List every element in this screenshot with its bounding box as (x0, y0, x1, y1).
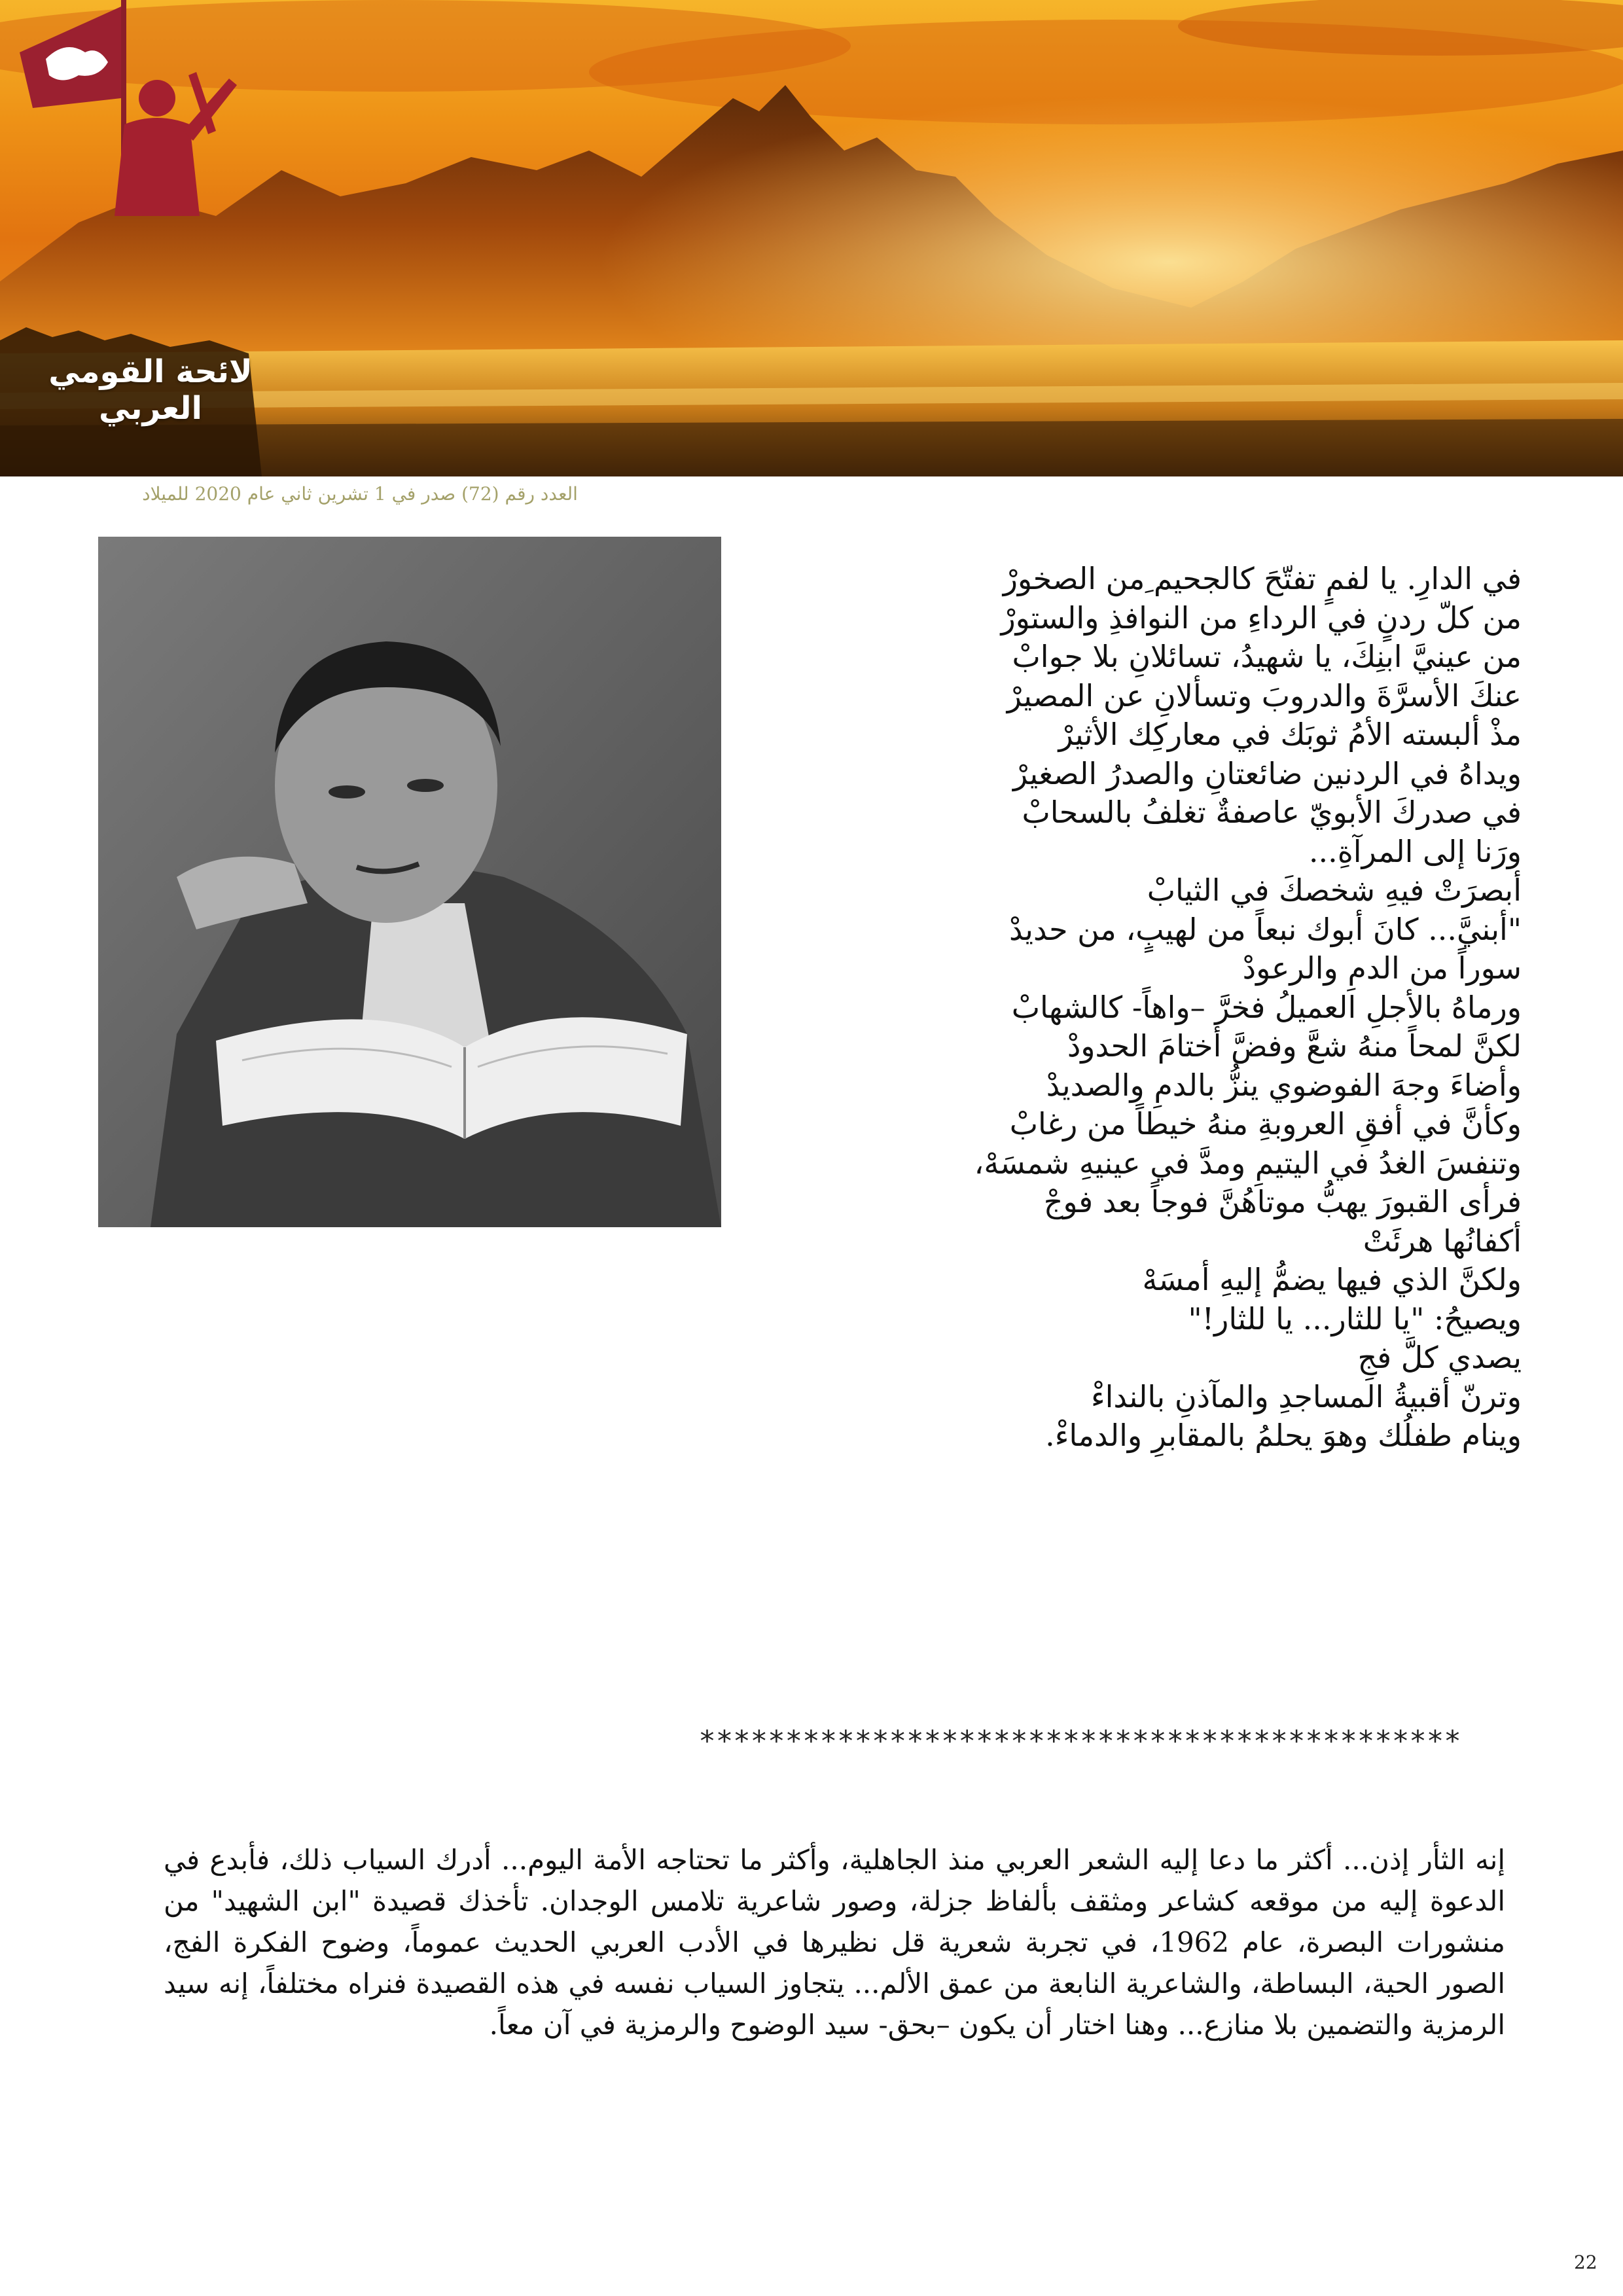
commentary-text: إنه الثأر إذن... أكثر ما دعا إليه الشعر العربي منذ الجاهلية، وأكثر ما تحتاجه الأمة اليوم... أدرك السياب ذلك، فأبدع في الدعوة إليه من موقعه كشاعر ومثقف بألفاظ جزلة، وصور شاعرية تلامس الوجدان. تأخذك قصيدة "ابن الشهيد" من منشورات البصرة، عام 1962، في تجربة شعرية قل نظيرها في الأدب العربي الحديث عموماً، وضوح الفكرة الفج، الصور الحية، البساطة، والشاعرية النابعة من عمق الألم... يتجاوز السياب نفسه في هذه القصيدة فنراه مختلفاً، إنه سيد الرمزية والتضمين بلا منازع... وهنا اختار أن يكون –بحق- سيد الوضوح والرمزية في آن معاً. (164, 1844, 1505, 2041)
poem-line: ورماهُ بالأجلِ العميلُ فخرَّ –واهاً- كالشهابْ (1011, 989, 1522, 1025)
poem-line: فرأى القبورَ يهبُّ موتاهُنَّ فوجاً بعد فوجْ (1043, 1184, 1522, 1219)
issue-info: العدد رقم (72) صدر في 1 تشرين ثاني عام 2020 للميلاد (142, 483, 578, 505)
poem-line: في صدركَ الأبويّ عاصفةٌ تغلفُ بالسحابْ (1022, 795, 1522, 830)
poem-line: مذْ ألبسته الأمُ ثوبَك في معاركِك الأثيرْ (1058, 717, 1522, 752)
poem-line: ورَنا إلى المرآةِ... (1308, 833, 1522, 869)
header-banner (0, 0, 1623, 476)
poem-line: في الدارِ. يا لفمٍ تفتّحَ كالجحيم ِمن الصخورْ (1003, 561, 1522, 596)
poem-line: وتنفسَ الغدُ في اليتيمِ ومدَّ في عينيهِ شمسَهْ، (974, 1145, 1522, 1181)
poem-line: سوراً من الدمِ والرعودْ (1242, 950, 1522, 986)
poem-line: من عينيَّ ابنِكَ، يا شهيدُ، تسائلانِ بلا جوابْ (1012, 639, 1522, 674)
poem-line: أكفانُها هرئَتْ (1363, 1223, 1522, 1259)
poem-line: من كلّ ردنٍ في الرداءِ من النوافذِ والستورْ (1001, 600, 1522, 636)
poem-line: وكأنَّ في أفقِ العروبةِ منهُ خيطاً من رغابْ (1009, 1106, 1522, 1141)
poem-line: "أبنيَّ... كانَ أبوك نبعاً من لهيبٍ، من حديدْ (1009, 911, 1522, 947)
commentary-paragraph (164, 1839, 1505, 2045)
portrait-illustration (98, 537, 721, 1227)
poem-line: أبصرَتْ فيهِ شخصكَ في الثيابْ (1147, 872, 1522, 908)
poem-line: وينام طفلُك وهوَ يحلمُ بالمقابرِ والدماءْ. (1045, 1418, 1522, 1453)
poem-line: ولكنَّ الذي فيها يضمُّ إليهِ أمسَهْ (1142, 1262, 1522, 1297)
poem-line: ويصيحُ: "يا للثار... يا للثار!" (1188, 1300, 1522, 1336)
page-number: 22 (1574, 2251, 1597, 2273)
poem-line: لكنَّ لمحاً منهُ شعَّ وفضَّ أختامَ الحدودْ (1067, 1028, 1522, 1064)
poem-line: يصدي كلَّ فجِ (1357, 1340, 1522, 1375)
poem-line: وترنّ أقبيةُ المساجدِ والمآذنِ بالنداءْ (1090, 1378, 1522, 1414)
section-separator: ******************************************** (698, 1725, 1461, 1758)
poem-line: عنكَ الأسرَّةَ والدروبَ وتسألانِ عن المصيرْ (1007, 677, 1522, 713)
poem (812, 560, 1522, 1456)
logo-emblem-icon (0, 0, 262, 275)
logo-text: لائحة القومي العربي (48, 353, 253, 427)
author-photo (98, 537, 721, 1227)
poem-line: وأضاءَ وجهَ الفوضوي ينزُّ بالدمِ والصديدْ (1046, 1067, 1522, 1103)
poem-line: ويداهُ في الردنين ضائعتانِ والصدرُ الصغيرْ (1013, 755, 1522, 791)
